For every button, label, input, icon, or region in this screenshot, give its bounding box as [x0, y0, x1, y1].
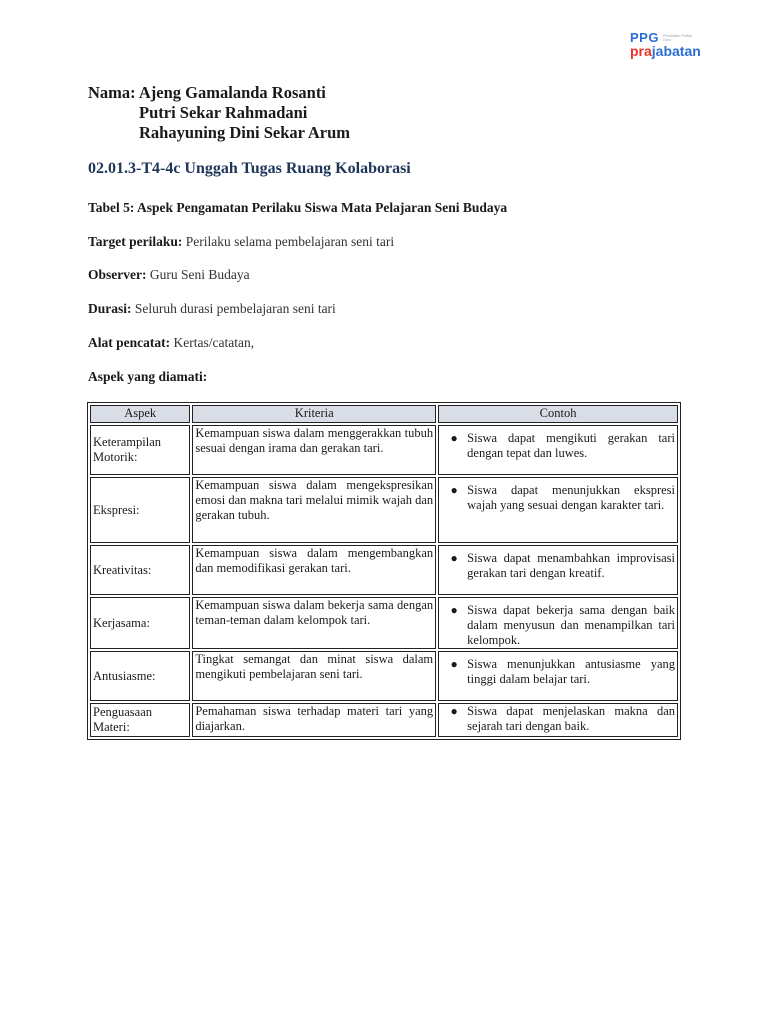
cell-aspek: Kerjasama: — [90, 597, 190, 649]
author-name-3: Rahayuning Dini Sekar Arum — [139, 123, 351, 142]
cell-aspek: Penguasaan Materi: — [90, 703, 190, 737]
bullet-icon: ● — [450, 431, 458, 445]
field-target-perilaku — [88, 234, 394, 250]
cell-kriteria: Kemampuan siswa dalam menggerakkan tubuh sesuai dengan irama dan gerakan tari. — [192, 425, 436, 475]
contoh-text: Siswa dapat bekerja sama dengan baik dalam menyusun dan menampilkan tari kelompok. — [467, 603, 675, 647]
logo-subtitle: Pendidikan Profesi Guru — [662, 33, 693, 42]
contoh-text: Siswa dapat menjelaskan makna dan sejarah tari dengan baik. — [467, 704, 675, 733]
cell-contoh — [438, 545, 678, 595]
logo-prajabatan-text — [630, 44, 740, 58]
table-caption: Tabel 5: Aspek Pengamatan Perilaku Siswa Mata Pelajaran Seni Budaya — [88, 200, 508, 215]
field-label: Aspek yang diamati: — [88, 369, 208, 384]
field-label: Durasi: — [88, 301, 132, 316]
author-name-1: Ajeng Gamalanda Rosanti — [138, 83, 326, 102]
field-alat-pencatat — [88, 335, 254, 351]
bullet-icon: ● — [450, 657, 458, 671]
column-header-aspek: Aspek — [90, 405, 190, 423]
cell-contoh — [438, 425, 678, 475]
field-value: Guru Seni Budaya — [149, 267, 250, 282]
table-header-row — [90, 405, 678, 423]
contoh-text: Siswa dapat menunjukkan ekspresi wajah yang sesuai dengan karakter tari. — [467, 483, 675, 512]
cell-kriteria: Pemahaman siswa terhadap materi tari yang diajarkan. — [192, 703, 436, 737]
field-observer — [88, 267, 250, 283]
table-row — [90, 651, 678, 701]
cell-contoh — [438, 477, 678, 543]
cell-aspek: Kreativitas: — [90, 545, 190, 595]
table-row — [90, 477, 678, 543]
bullet-icon: ● — [450, 704, 458, 718]
contoh-text: Siswa dapat mengikuti gerakan tari dengan tepat dan luwes. — [467, 431, 675, 460]
cell-kriteria: Tingkat semangat dan minat siswa dalam mengikuti pembelajaran seni tari. — [192, 651, 436, 701]
field-label: Alat pencatat: — [88, 335, 171, 350]
field-value: Kertas/catatan, — [173, 335, 255, 350]
cell-aspek: Keterampilan Motorik: — [90, 425, 190, 475]
cell-contoh — [438, 651, 678, 701]
column-header-kriteria: Kriteria — [192, 405, 436, 423]
field-aspek-diamati — [88, 369, 207, 385]
logo-pra: pra — [630, 43, 652, 59]
logo-jabatan: jabatan — [651, 43, 701, 59]
author-name-2: Putri Sekar Rahmadani — [139, 103, 308, 122]
name-label: Nama: — [88, 83, 136, 102]
logo-ppg-text: PPG — [630, 30, 659, 45]
field-value: Perilaku selama pembelajaran seni tari — [185, 234, 395, 249]
bullet-icon: ● — [450, 551, 458, 565]
field-value: Seluruh durasi pembelajaran seni tari — [134, 301, 336, 316]
table-row — [90, 703, 678, 737]
cell-kriteria: Kemampuan siswa dalam mengembangkan dan memodifikasi gerakan tari. — [192, 545, 436, 595]
author-names — [88, 83, 350, 143]
field-durasi — [88, 301, 336, 317]
document-title: 02.01.3-T4-4c Unggah Tugas Ruang Kolaborasi — [88, 160, 411, 177]
column-header-contoh: Contoh — [438, 405, 678, 423]
cell-contoh — [438, 703, 678, 737]
bullet-icon: ● — [450, 483, 458, 497]
ppg-prajabatan-logo — [630, 30, 740, 58]
observation-table — [87, 402, 681, 740]
cell-kriteria: Kemampuan siswa dalam mengekspresikan emosi dan makna tari melalui mimik wajah dan gerakan tubuh. — [192, 477, 436, 543]
contoh-text: Siswa dapat menambahkan improvisasi gerakan tari dengan kreatif. — [467, 551, 675, 580]
field-label: Observer: — [88, 267, 147, 282]
table-row — [90, 545, 678, 595]
field-label: Target perilaku: — [88, 234, 183, 249]
contoh-text: Siswa menunjukkan antusiasme yang tinggi dalam belajar tari. — [467, 657, 675, 686]
table-row — [90, 597, 678, 649]
cell-contoh — [438, 597, 678, 649]
bullet-icon: ● — [450, 603, 458, 617]
name-line-1 — [88, 83, 350, 103]
cell-aspek: Antusiasme: — [90, 651, 190, 701]
table-row — [90, 425, 678, 475]
cell-aspek: Ekspresi: — [90, 477, 190, 543]
cell-kriteria: Kemampuan siswa dalam bekerja sama dengan teman-teman dalam kelompok tari. — [192, 597, 436, 649]
